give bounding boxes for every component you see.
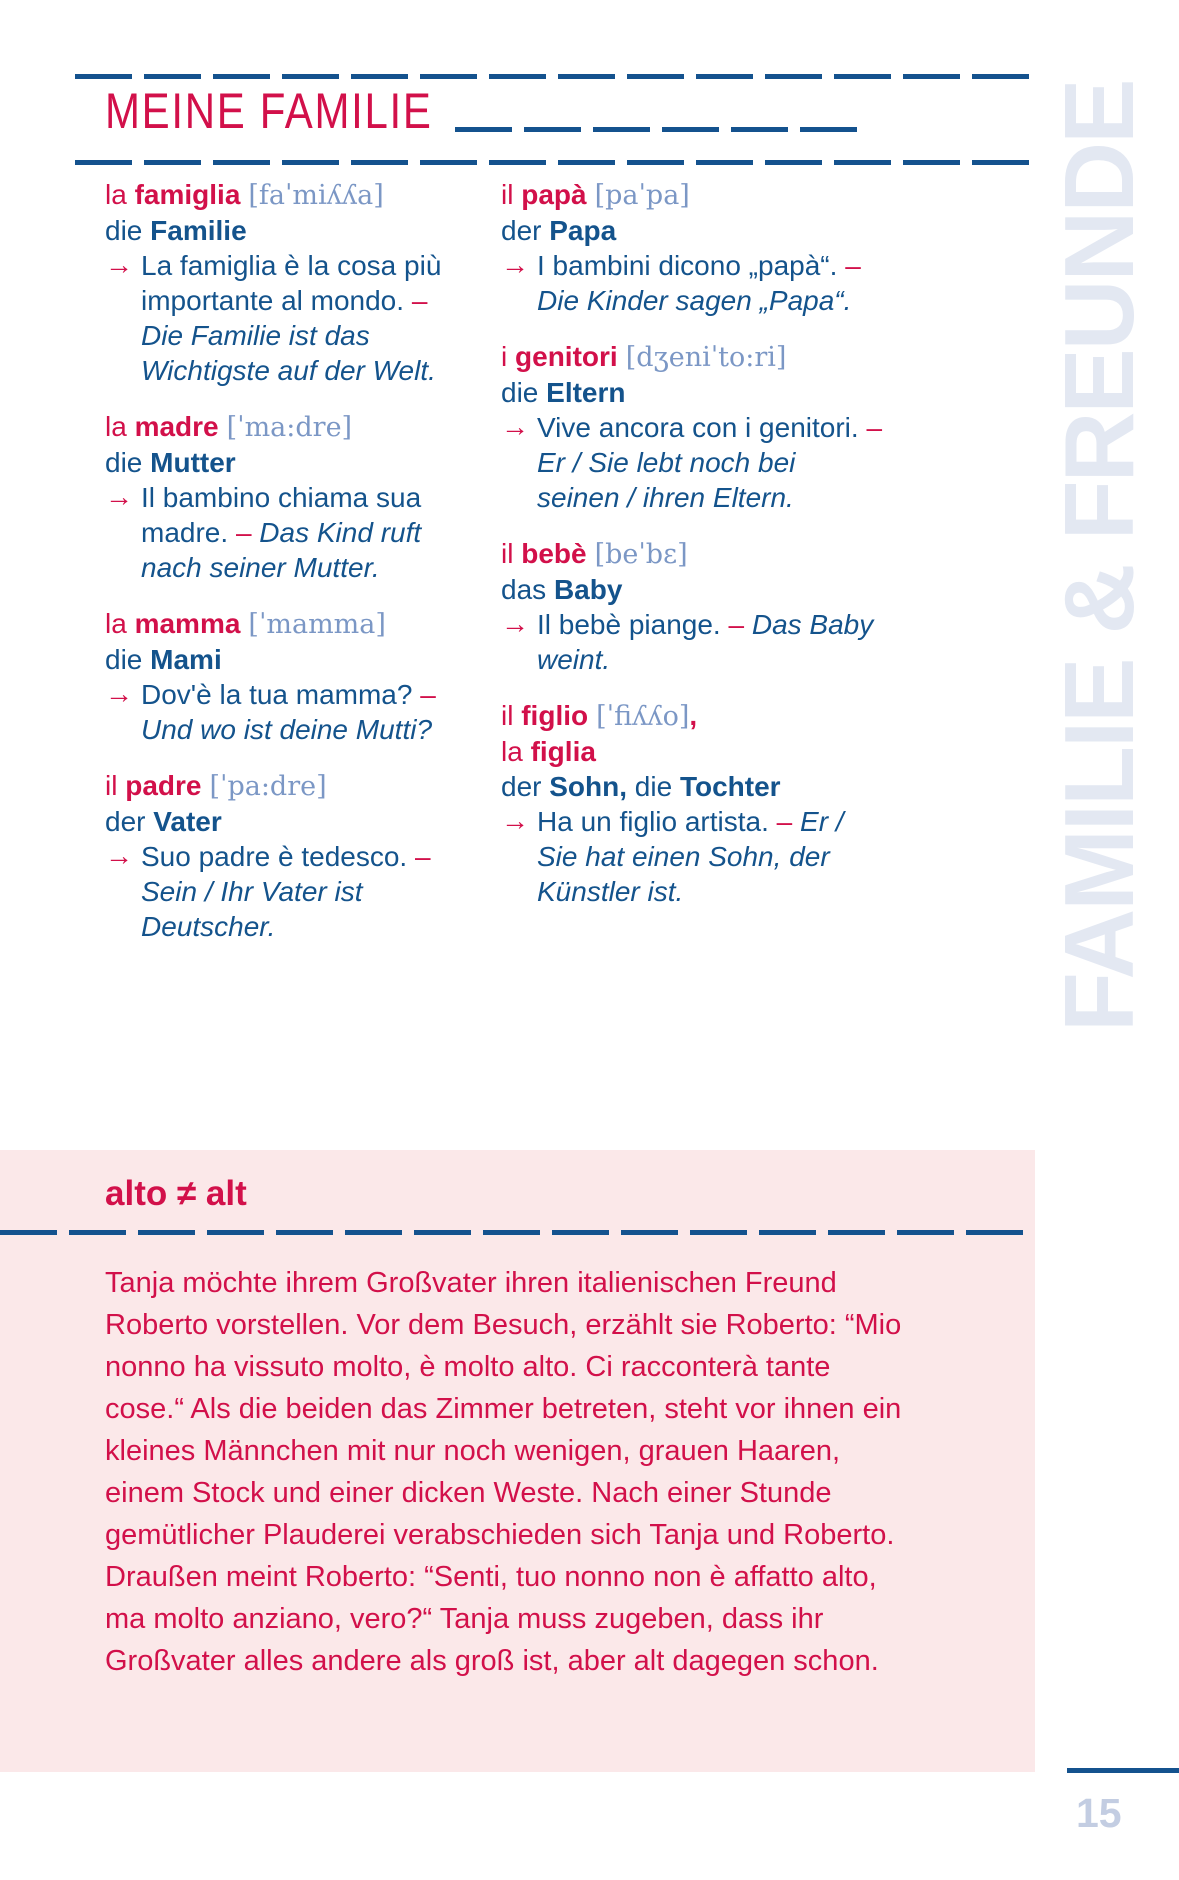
term-line <box>105 768 467 804</box>
ipa-transcription: [paˈpa] <box>594 180 690 211</box>
italian-article: la <box>105 411 127 442</box>
italian-article: la <box>105 179 127 210</box>
german-noun: Papa <box>549 215 617 246</box>
example-italian: La famiglia è la cosa più importante al mondo. <box>141 250 442 316</box>
arrow-icon: → <box>501 249 529 280</box>
german-noun: Eltern <box>546 377 626 408</box>
example-sentence <box>501 804 883 909</box>
example-german: Die Familie ist das Wichtigste auf der Welt. <box>141 320 436 386</box>
german-article: der <box>501 771 542 802</box>
example-italian: I bambini dicono „papà“. <box>537 250 838 281</box>
example-italian: Il bambino chiama sua madre. <box>141 482 422 548</box>
italian-word: padre <box>125 770 202 801</box>
vocab-column-right <box>501 177 883 965</box>
german-article: die <box>105 644 143 675</box>
example-sentence <box>105 839 467 944</box>
german-noun: Familie <box>150 215 247 246</box>
italian-word: figlio <box>521 700 589 731</box>
arrow-icon: → <box>501 608 529 639</box>
german-article: der <box>105 806 146 837</box>
ipa-transcription: [faˈmiʎʎa] <box>248 180 384 211</box>
chapter-banner-vertical: FAMILIE & FREUNDE <box>1044 80 1154 1032</box>
example-italian: Ha un figlio artista. <box>537 806 769 837</box>
german-noun-2: Tochter <box>679 771 781 802</box>
italian-article: il <box>501 538 514 569</box>
header-dashed-line-title-right <box>455 127 862 132</box>
german-line <box>501 769 883 804</box>
example-german: Und wo ist deine Mutti? <box>141 714 433 745</box>
example-dash: – <box>411 285 428 316</box>
german-article: die <box>501 377 539 408</box>
german-article: der <box>501 215 542 246</box>
vocab-entry-padre <box>105 768 467 944</box>
example-dash: – <box>776 806 793 837</box>
example-sentence <box>105 248 467 388</box>
example-italian: Suo padre è tedesco. <box>141 841 408 872</box>
vocab-entry-figlio-figlia <box>501 698 883 909</box>
vocab-entry-genitori <box>501 339 883 515</box>
italian-word: bebè <box>521 538 587 569</box>
german-noun: Sohn, <box>549 771 628 802</box>
german-line <box>501 572 883 607</box>
term-line <box>105 409 467 445</box>
german-article: die <box>105 215 143 246</box>
example-italian: Il bebè piange. <box>537 609 721 640</box>
infobox-body-text: Tanja möchte ihrem Großvater ihren italienischen Freund Roberto vorstellen. Vor dem Besuch, erzählt sie Roberto: “Mio nonno ha vissuto molto, è molto alto. Ci racconterà tante cose.“ Als die beiden das Zimmer betreten, steht vor ihnen ein kleines Männchen mit nur noch wenigen, grauen Haaren, einem Stock und einer dicken Weste. Nach einer Stunde gemütlicher Plauderei verabschieden sich Tanja und Roberto. Draußen meint Roberto: “Senti, tuo nonno non è affatto alto, ma molto anziano, vero?“ Tanja muss zugeben, dass ihr Großvater alles andere als groß ist, aber alt dagegen schon. <box>105 1267 902 1677</box>
example-sentence <box>105 480 467 585</box>
italian-article: il <box>105 770 118 801</box>
vocab-entry-madre <box>105 409 467 585</box>
german-noun: Vater <box>153 806 222 837</box>
example-dash: – <box>845 250 861 281</box>
example-dash: – <box>420 679 436 710</box>
italian-article: il <box>501 700 514 731</box>
term-line-2 <box>501 734 883 769</box>
arrow-icon: → <box>105 481 133 512</box>
italian-word: papà <box>521 179 587 210</box>
vocab-column-left <box>105 177 467 965</box>
term-line <box>501 339 883 375</box>
header-dashed-line-top <box>75 74 1032 79</box>
footer-rule <box>1067 1768 1179 1773</box>
german-noun: Baby <box>553 574 623 605</box>
infobox-dashed-line <box>0 1230 1035 1235</box>
vocab-entry-papa <box>501 177 883 318</box>
vocab-entry-bebe <box>501 536 883 677</box>
example-sentence <box>105 677 467 747</box>
italian-article: la <box>501 736 523 767</box>
german-article-2: die <box>634 771 673 802</box>
term-line <box>105 606 467 642</box>
italian-word: genitori <box>515 341 618 372</box>
page-title: MEINE FAMILIE <box>105 83 433 139</box>
german-line <box>105 445 467 480</box>
infobox-alto-alt <box>0 1150 1035 1772</box>
italian-word: mamma <box>134 608 241 639</box>
page-number: 15 <box>1076 1790 1122 1836</box>
example-german: Sein / Ihr Vater ist Deutscher. <box>141 876 363 942</box>
arrow-icon: → <box>105 840 133 871</box>
german-line <box>501 213 883 248</box>
arrow-icon: → <box>105 678 133 709</box>
term-line <box>105 177 467 213</box>
vocab-columns <box>105 177 883 965</box>
ipa-transcription: [beˈbɛ] <box>594 539 688 570</box>
example-dash: – <box>866 412 883 443</box>
italian-word: famiglia <box>134 179 241 210</box>
example-dash: – <box>414 841 431 872</box>
header-dashed-line-bottom <box>75 160 1032 165</box>
vocab-entry-famiglia <box>105 177 467 388</box>
german-article: die <box>105 447 143 478</box>
example-german: Das Baby weint. <box>537 609 874 675</box>
italian-word: figlia <box>530 736 596 767</box>
example-german: Die Kinder sagen „Papa“. <box>537 285 852 316</box>
german-line <box>501 375 883 410</box>
ipa-transcription: [ˈfiʎʎo] <box>596 701 690 732</box>
ipa-transcription: [ˈma:dre] <box>226 412 353 443</box>
example-dash: – <box>235 517 252 548</box>
italian-article: la <box>105 608 127 639</box>
italian-article: i <box>501 341 508 372</box>
german-line <box>105 804 467 839</box>
term-comma: , <box>689 700 698 731</box>
german-noun: Mami <box>150 644 222 675</box>
example-german: Das Kind ruft nach seiner Mutter. <box>141 517 422 583</box>
german-article: das <box>501 574 547 605</box>
italian-word: madre <box>134 411 219 442</box>
example-sentence <box>501 248 883 318</box>
example-german: Er / Sie lebt noch bei seinen / ihren Eltern. <box>537 447 796 513</box>
example-italian: Vive ancora con i genitori. <box>537 412 859 443</box>
german-noun: Mutter <box>150 447 236 478</box>
example-italian: Dov'è la tua mamma? <box>141 679 413 710</box>
german-line <box>105 213 467 248</box>
vocab-entry-mamma <box>105 606 467 747</box>
arrow-icon: → <box>501 805 529 836</box>
term-line <box>501 177 883 213</box>
german-line <box>105 642 467 677</box>
italian-article: il <box>501 179 514 210</box>
term-line <box>501 698 883 734</box>
ipa-transcription: [ˈmamma] <box>248 609 386 640</box>
arrow-icon: → <box>105 249 133 280</box>
example-dash: – <box>728 609 745 640</box>
example-sentence <box>501 607 883 677</box>
term-line <box>501 536 883 572</box>
infobox-heading: alto ≠ alt <box>105 1174 247 1213</box>
ipa-transcription: [dʒeniˈto:ri] <box>625 342 787 373</box>
example-german: Er / Sie hat einen Sohn, der Künstler ist. <box>537 806 844 907</box>
ipa-transcription: [ˈpa:dre] <box>209 771 327 802</box>
example-sentence <box>501 410 883 515</box>
arrow-icon: → <box>501 411 529 442</box>
